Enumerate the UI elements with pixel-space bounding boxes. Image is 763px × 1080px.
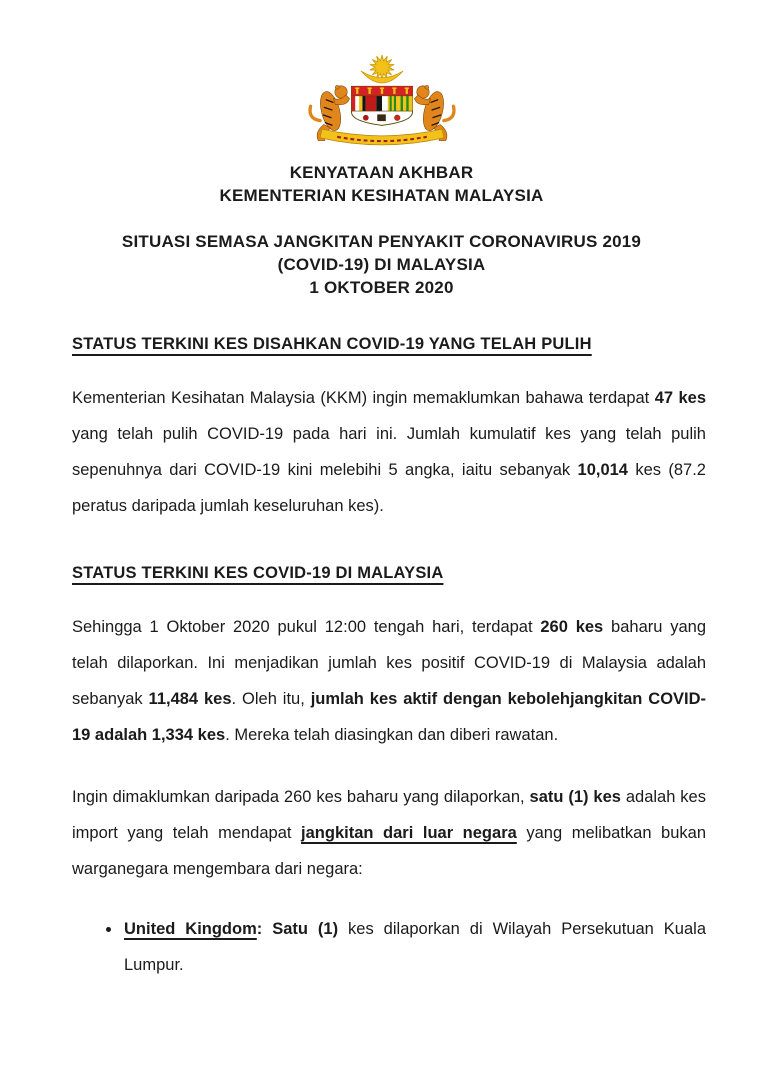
document-header [0,161,763,207]
section-heading-current-status: STATUS TERKINI KES COVID-19 DI MALAYSIA [72,564,444,582]
malaysia-coat-of-arms-logo [301,52,463,153]
paragraph-new-cases: Sehingga 1 Oktober 2020 pukul 12:00 tengah hari, terdapat 260 kes baharu yang telah dilaporkan. Ini menjadikan jumlah kes positif COVID-19 di Malaysia adalah sebanyak 11,484 kes. Oleh itu, jumlah kes aktif dengan kebolehjangkitan COVID-19 adalah 1,334 kes. Mereka telah diasingkan dan diberi rawatan. [72,618,707,744]
header-line-1: KENYATAAN AKHBAR [289,163,474,182]
federal-star-icon [369,55,393,80]
header-line-2: KEMENTERIAN KESIHATAN MALAYSIA [219,186,544,205]
section-heading-recovered: STATUS TERKINI KES DISAHKAN COVID-19 YANG TELAH PULIH [72,335,592,353]
country-list [72,911,706,983]
paragraph-imported-cases: Ingin dimaklumkan daripada 260 kes baharu yang dilaporkan, satu (1) kes adalah kes import yang telah mendapat jangkitan dari luar negara yang melibatkan bukan warganegara mengembara dari negara: [72,788,707,878]
shield [351,86,412,125]
list-item-united-kingdom: • United Kingdom: Satu (1) kes dilaporkan di Wilayah Persekutuan Kuala Lumpur. [122,911,706,983]
document-title [0,230,763,299]
section-recovered-cases [72,335,706,524]
section-current-status [72,564,706,983]
title-line-1: SITUASI SEMASA JANGKITAN PENYAKIT CORONAVIRUS 2019 [121,232,642,251]
title-line-3: 1 OKTOBER 2020 [309,278,454,297]
ribbon-banner [320,129,444,145]
paragraph-recovered: Kementerian Kesihatan Malaysia (KKM) ingin memaklumkan bahawa terdapat 47 kes yang telah pulih COVID-19 pada hari ini. Jumlah kumulatif kes yang telah pulih sepenuhnya dari COVID-19 kini melebihi 5 angka, iaitu sebanyak 10,014 kes (87.2 peratus daripada jumlah keseluruhan kes). [72,389,707,515]
document-body [0,335,763,983]
title-line-2: (COVID-19) DI MALAYSIA [277,255,486,274]
